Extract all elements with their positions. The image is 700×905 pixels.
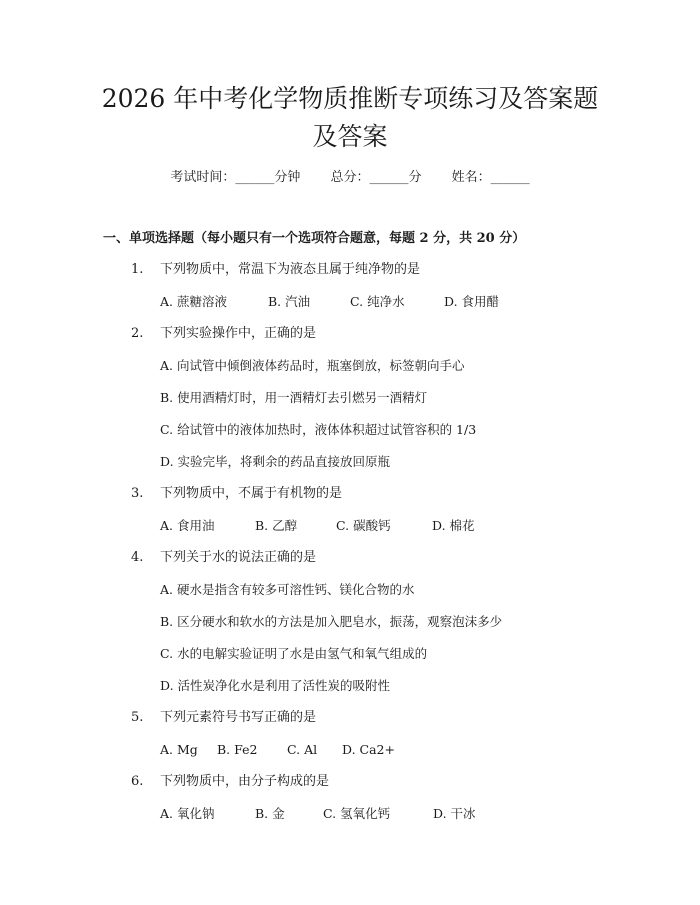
question-number: 4. xyxy=(131,550,144,565)
question-number: 5. xyxy=(131,710,144,725)
option-a: A. 食用油 xyxy=(160,518,215,533)
exam-info-line xyxy=(0,169,700,187)
question-2-option-c: C. 给试管中的液体加热时，液体体积超过试管容积的 1/3 xyxy=(160,422,477,437)
question-number: 1. xyxy=(131,262,144,277)
option-b: B. 汽油 xyxy=(268,294,311,309)
question-4-option-c: C. 水的电解实验证明了水是由氢气和氧气组成的 xyxy=(160,646,428,661)
question-text: 下列物质中，常温下为液态且属于纯净物的是 xyxy=(160,262,421,277)
option-d: D. 食用醋 xyxy=(444,294,500,309)
question-5-options xyxy=(160,741,395,759)
question-text: 下列实验操作中，正确的是 xyxy=(160,326,317,341)
page-title-line-2: 及答案 xyxy=(312,122,388,151)
option-b: B. 金 xyxy=(255,806,285,821)
option-d: D. 干冰 xyxy=(433,806,476,821)
option-b: B. Fe2 xyxy=(217,742,258,757)
question-1-options xyxy=(160,293,499,311)
option-b: B. 乙醇 xyxy=(255,518,298,533)
question-6-options xyxy=(160,805,476,823)
question-4-option-a: A. 硬水是指含有较多可溶性钙、镁化合物的水 xyxy=(160,582,415,597)
section-heading-single-choice: 一、单项选择题（每小题只有一个选项符合题意，每题 2 分，共 20 分） xyxy=(103,231,526,246)
option-a: A. Mg xyxy=(160,742,198,757)
option-c: C. 纯净水 xyxy=(350,294,405,309)
option-d: D. 棉花 xyxy=(432,518,475,533)
option-d: D. Ca2+ xyxy=(342,742,395,757)
total-score-field: 总分：______分 xyxy=(330,170,422,185)
question-number: 6. xyxy=(131,774,144,789)
question-number: 3. xyxy=(131,486,144,501)
exam-time-field: 考试时间：______分钟 xyxy=(170,170,301,185)
question-number: 2. xyxy=(131,326,144,341)
question-2-option-d: D. 实验完毕，将剩余的药品直接放回原瓶 xyxy=(160,454,391,469)
option-c: C. Al xyxy=(287,742,318,757)
student-name-field: 姓名：______ xyxy=(451,170,530,185)
question-text: 下列物质中，不属于有机物的是 xyxy=(160,486,343,501)
question-3-options xyxy=(160,517,475,535)
question-4-option-b: B. 区分硬水和软水的方法是加入肥皂水，振荡，观察泡沫多少 xyxy=(160,614,503,629)
question-4-option-d: D. 活性炭净化水是利用了活性炭的吸附性 xyxy=(160,678,391,693)
page-title-line-1: 2026 年中考化学物质推断专项练习及答案题 xyxy=(101,84,599,113)
option-a: A. 氧化钠 xyxy=(160,806,215,821)
option-a: A. 蔗糖溶液 xyxy=(160,294,227,309)
question-text: 下列关于水的说法正确的是 xyxy=(160,550,317,565)
option-c: C. 氢氧化钙 xyxy=(323,806,391,821)
question-2-option-b: B. 使用酒精灯时，用一酒精灯去引燃另一酒精灯 xyxy=(160,390,428,405)
question-text: 下列物质中，由分子构成的是 xyxy=(160,774,330,789)
option-c: C. 碳酸钙 xyxy=(336,518,391,533)
question-text: 下列元素符号书写正确的是 xyxy=(160,710,317,725)
question-2-option-a: A. 向试管中倾倒液体药品时，瓶塞倒放，标签朝向手心 xyxy=(160,358,465,373)
